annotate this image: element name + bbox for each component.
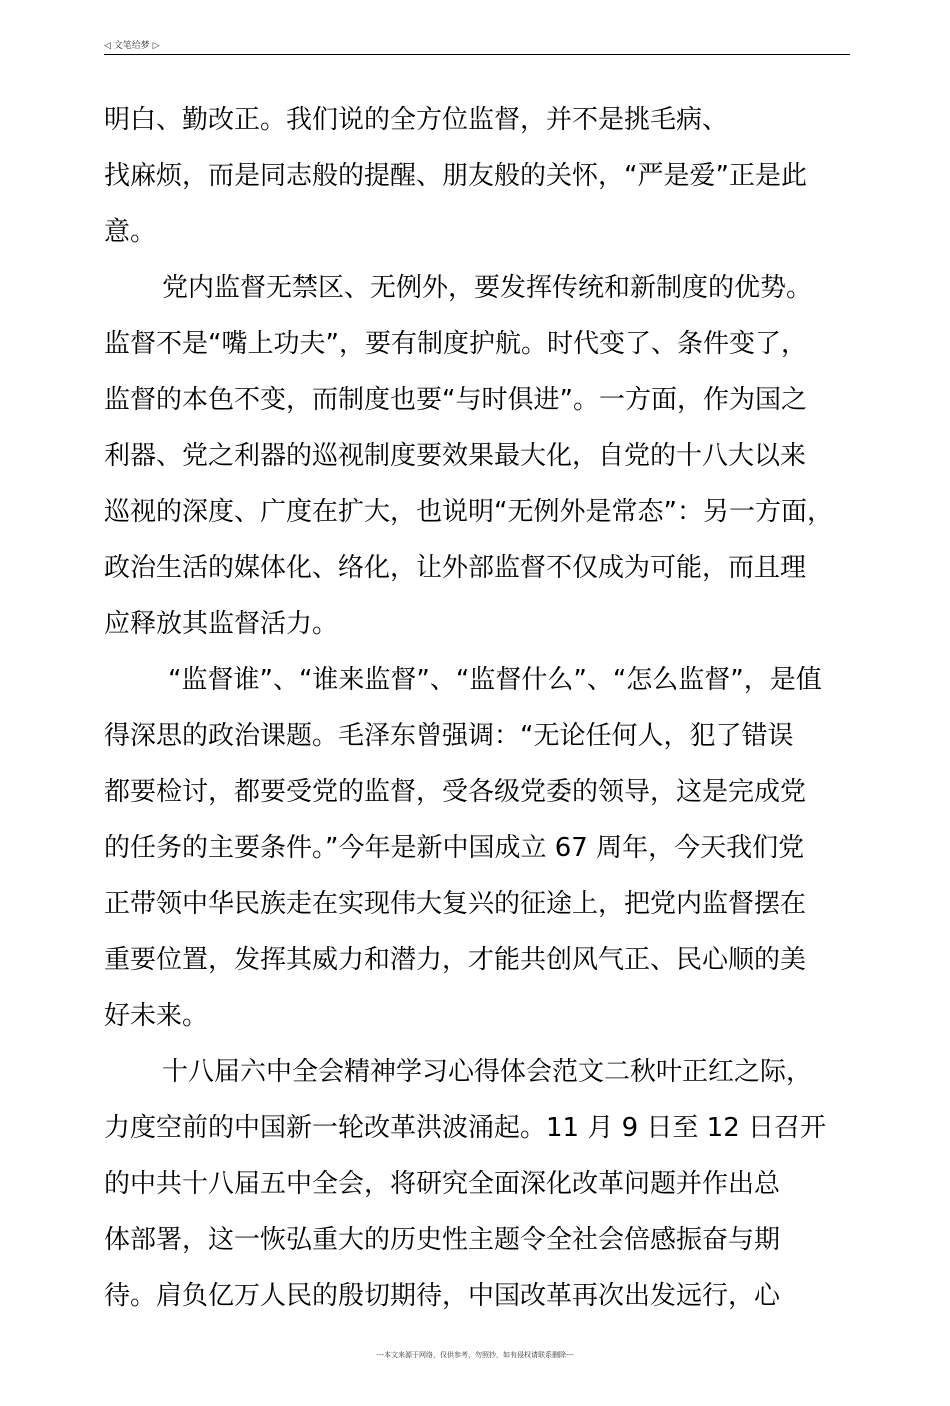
text-line: 监督的本色不变，而制度也要“与时俱进”。一方面，作为国之 [104,385,807,415]
text-line: 党内监督无禁区、无例外，要发挥传统和新制度的优势。 [162,273,813,303]
paragraph [104,92,864,260]
text-line: 利器、党之利器的巡视制度要效果最大化，自党的十八大以来 [104,441,807,471]
text-line: 待。肩负亿万人民的殷切期待，中国改革再次出发远行，心 [104,1281,781,1311]
text-line: 找麻烦，而是同志般的提醒、朋友般的关怀，“严是爱”正是此 [104,161,807,191]
text-line: 都要检讨，都要受党的监督，受各级党委的领导，这是完成党 [104,777,807,807]
paragraph [104,1044,864,1324]
header-divider [104,54,850,55]
text-line: 明白、勤改正。我们说的全方位监督，并不是挑毛病、 [104,105,729,135]
page-header: ◁ 文笔给梦 ▷ [104,41,160,51]
page-footer: ---本文来源于网络，仅供参考，勿照抄，如有侵权请联系删除--- [376,1351,574,1359]
text-line: 政治生活的媒体化、络化，让外部监督不仅成为可能，而且理 [104,553,807,583]
paragraph [104,652,864,1044]
text-line: 巡视的深度、广度在扩大，也说明“无例外是常态”：另一方面， [104,497,833,527]
text-line: 的中共十八届五中全会，将研究全面深化改革问题并作出总 [104,1169,781,1199]
document-body [104,92,864,1324]
text-line: 体部署，这一恢弘重大的历史性主题令全社会倍感振奋与期 [104,1225,781,1255]
text-line: 好未来。 [104,1001,209,1031]
text-line: “监督谁”、“谁来监督”、“监督什么”、“怎么监督”，是值 [168,665,822,695]
text-line: 意。 [104,217,157,247]
text-line: 监督不是“嘴上功夫”，要有制度护航。时代变了、条件变了， [104,329,807,359]
text-line: 的任务的主要条件。”今年是新中国成立 67 周年，今天我们党 [104,833,805,863]
text-line: 重要位置，发挥其威力和潜力，才能共创风气正、民心顺的美 [104,945,807,975]
text-line: 十八届六中全会精神学习心得体会范文二秋叶正红之际， [162,1057,813,1087]
text-line: 应释放其监督活力。 [104,609,339,639]
text-line: 正带领中华民族走在实现伟大复兴的征途上，把党内监督摆在 [104,889,807,919]
text-line: 力度空前的中国新一轮改革洪波涌起。11 月 9 日至 12 日召开 [104,1113,827,1143]
paragraph [104,260,864,652]
text-line: 得深思的政治课题。毛泽东曾强调：“无论任何人，犯了错误 [104,721,794,751]
